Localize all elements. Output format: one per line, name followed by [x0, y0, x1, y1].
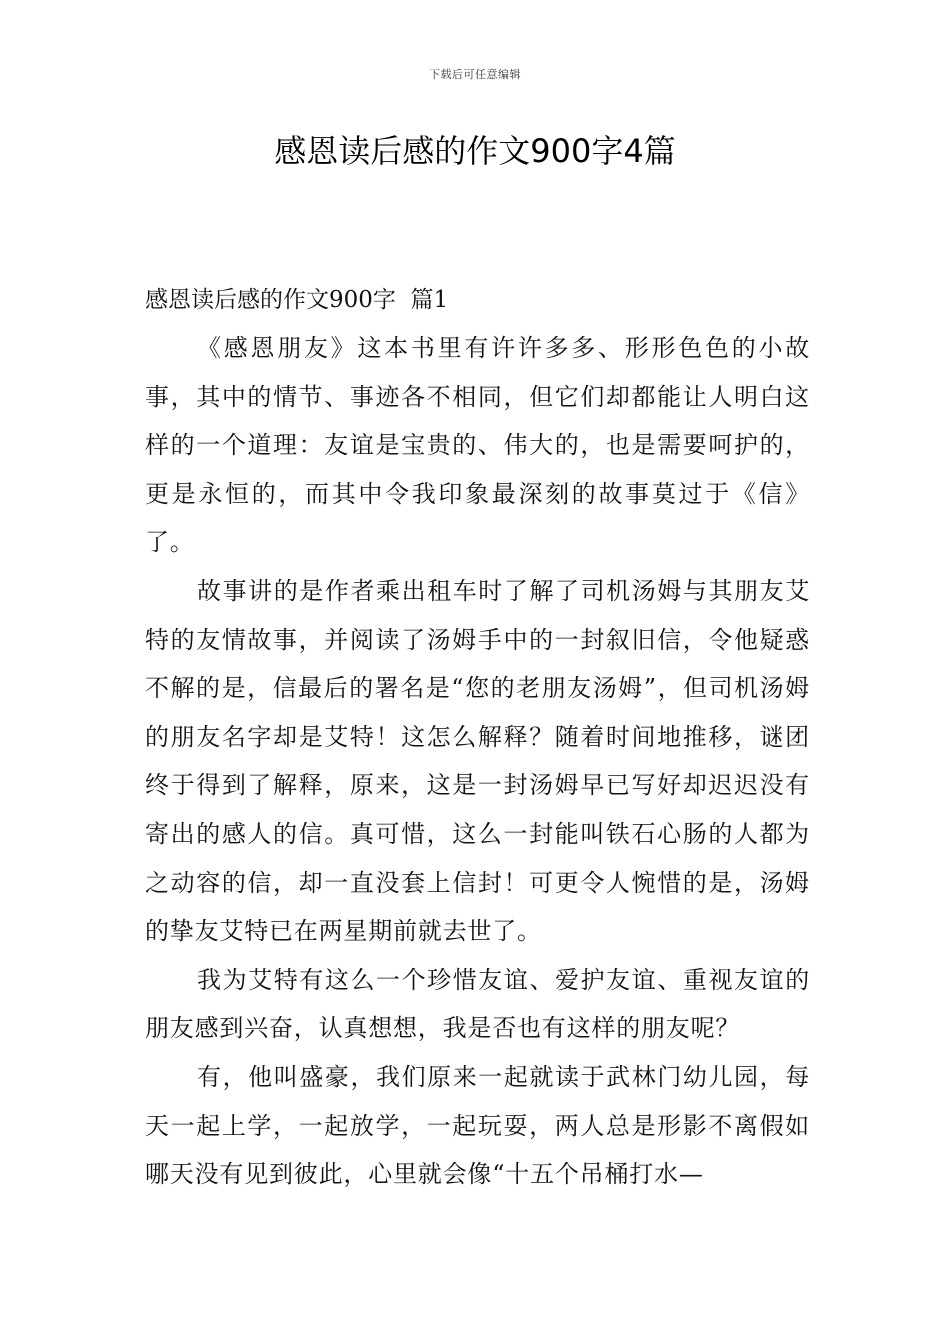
section-heading: 感恩读后感的作文900字 篇1	[145, 287, 449, 313]
paragraph: 《感恩朋友》这本书里有许许多多、形形色色的小故事，其中的情节、事迹各不相同，但它们却都能让人明白这样的一个道理：友谊是宝贵的、伟大的，也是需要呵护的，更是永恒的，而其中令我印象最深刻的故事莫过于《信》了。	[145, 334, 810, 557]
paragraph: 有，他叫盛豪，我们原来一起就读于武林门幼儿园，每天一起上学，一起放学，一起玩耍，两人总是形影不离假如哪天没有见到彼此，心里就会像“十五个吊桶打水—	[145, 1062, 810, 1189]
document-body	[145, 280, 810, 1199]
header-note: 下载后可任意编辑	[429, 68, 521, 81]
paragraph: 故事讲的是作者乘出租车时了解了司机汤姆与其朋友艾特的友情故事，并阅读了汤姆手中的一封叙旧信，令他疑惑不解的是，信最后的署名是“您的老朋友汤姆”，但司机汤姆的朋友名字却是艾特！这怎么解释？随着时间地推移，谜团终于得到了解释，原来，这是一封汤姆早已写好却迟迟没有寄出的感人的信。真可惜，这么一封能叫铁石心肠的人都为之动容的信，却一直没套上信封！可更令人惋惜的是，汤姆的挚友艾特已在两星期前就去世了。	[145, 576, 810, 946]
paragraph: 我为艾特有这么一个珍惜友谊、爱护友谊、重视友谊的朋友感到兴奋，认真想想，我是否也有这样的朋友呢？	[145, 965, 810, 1043]
document-title: 感恩读后感的作文900字4篇	[274, 132, 676, 170]
